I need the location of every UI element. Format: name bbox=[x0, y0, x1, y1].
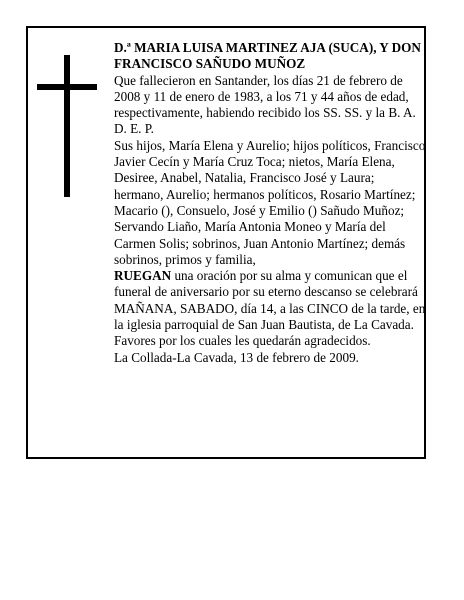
funeral-request bbox=[114, 268, 426, 349]
request-text: una oración por su alma y comunican que el funeral de aniversario por su eterno descanso se celebrará MAÑANA, SABADO, día 14, a las CINCO de la tarde, en la iglesia parroquial de San Juan Bautista, de La Cavada. Favores por los cuales les quedarán agradecidos. bbox=[114, 268, 426, 349]
request-word: RUEGAN bbox=[114, 268, 172, 284]
place-date: La Collada-La Cavada, 13 de febrero de 2009. bbox=[114, 349, 359, 365]
cross-icon bbox=[64, 55, 70, 197]
dep-line: D. E. P. bbox=[114, 121, 154, 137]
deceased-names: D.ª MARIA LUISA MARTINEZ AJA (SUCA), Y DON FRANCISCO SAÑUDO MUÑOZ bbox=[114, 40, 421, 72]
death-details: Que fallecieron en Santander, los días 21 de febrero de 2008 y 11 de enero de 1983, a los 71 y 44 años de edad, respectivamente, habiendo recibido los SS. SS. y la B. A. bbox=[114, 72, 416, 121]
family-list: Sus hijos, María Elena y Aurelio; hijos políticos, Francisco Javier Cecín y María Cruz Toca; nietos, María Elena, Desiree, Anabel, Natalia, Francisco José y Laura; hermano, Aurelio; hermanos políticos, Rosario Martínez; Macario (), Consuelo, José y Emilio () Sañudo Muñoz; Servando Liaño, María Antonia Moneo y María del Carmen Solis; sobrinos, Juan Antonio Martínez; demás sobrinos, primos y familia, bbox=[114, 137, 426, 267]
cross-icon-bar bbox=[37, 84, 97, 90]
obituary-text bbox=[114, 40, 426, 366]
